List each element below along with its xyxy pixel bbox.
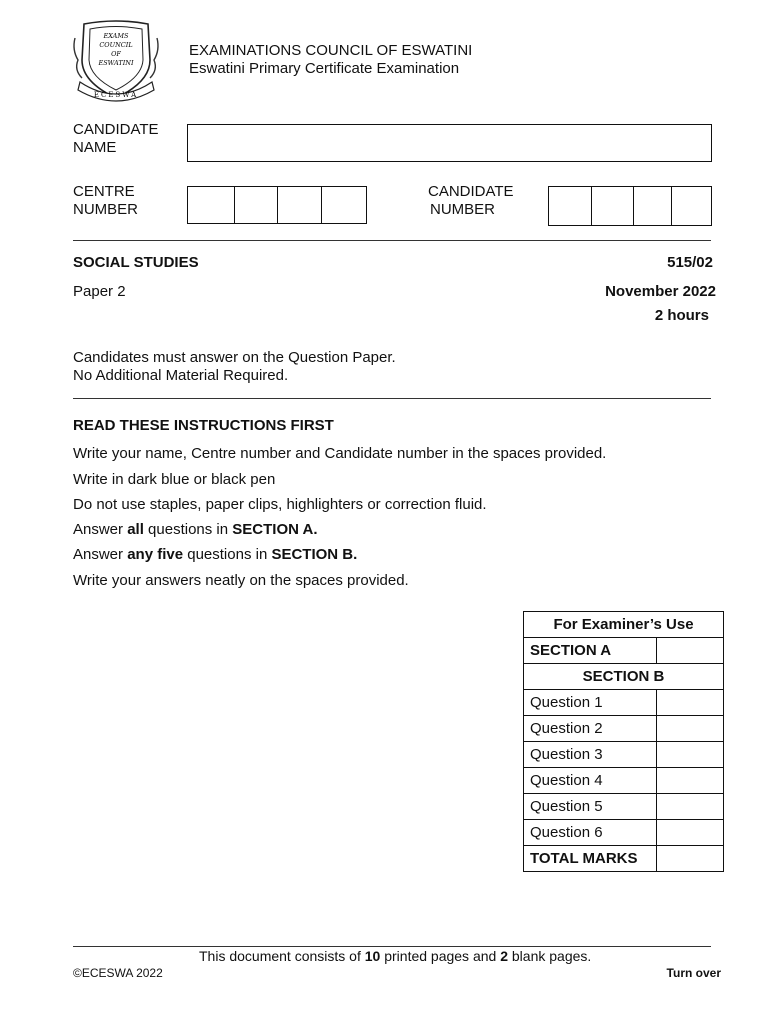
paper-name: Paper 2 [73,283,126,300]
duration: 2 hours [654,307,709,324]
candidate-name-field[interactable] [187,124,712,162]
logo-text-5: ECESWA [93,91,139,99]
total-marks-cell[interactable] [656,846,723,872]
question-1-label: Question 1 [524,690,657,716]
instruction-5-part-c: questions in [183,546,272,563]
section-b-label: SECTION B [524,664,724,690]
question-4-mark-cell[interactable] [656,768,723,794]
printed-page-count: 10 [364,948,381,964]
instruction-2: Write in dark blue or black pen [73,471,276,488]
divider-1 [73,240,711,241]
candidate-number-box-3[interactable] [633,186,673,226]
total-marks-label: TOTAL MARKS [524,846,657,872]
centre-number-label-line1: CENTRE [73,183,135,200]
centre-number-box-2[interactable] [234,186,279,224]
logo-text-2: COUNCIL [99,41,133,49]
question-6-mark-cell[interactable] [656,820,723,846]
question-3-label: Question 3 [524,742,657,768]
session: November 2022 [605,283,716,300]
subject: SOCIAL STUDIES [73,254,199,271]
candidate-number-box-4[interactable] [671,186,712,226]
org-name: EXAMINATIONS COUNCIL OF ESWATINI [189,42,473,59]
table-row [524,612,724,638]
centre-number-label-line2: NUMBER [73,201,139,218]
instruction-5 [73,546,357,564]
candidate-name-label [73,121,159,157]
section-a-mark-cell[interactable] [656,638,723,664]
page-count-text-e: blank pages. [508,948,592,964]
table-row [524,664,724,690]
header-titles [189,42,472,78]
question-6-label: Question 6 [524,820,657,846]
exam-name: Eswatini Primary Certificate Examination [189,60,460,77]
examiner-table-title: For Examiner’s Use [524,612,724,638]
candidate-number-label-line2: NUMBER [430,201,496,218]
table-row [524,846,724,872]
logo-text-3: OF [111,50,121,58]
blank-page-count: 2 [500,948,508,964]
instruction-5-part-a: Answer [73,546,128,563]
logo-text-1: EXAMS [103,32,129,40]
logo-text-4: ESWATINI [98,59,134,67]
instruction-6: Write your answers neatly on the spaces provided. [73,572,409,589]
instruction-4-part-a: Answer [73,521,128,538]
candidate-number-label-line1: CANDIDATE [428,183,514,200]
eceswa-crest-logo [70,20,162,102]
instructions-heading: READ THESE INSTRUCTIONS FIRST [73,417,334,434]
instruction-4-part-b: all [127,521,144,538]
question-5-mark-cell[interactable] [656,794,723,820]
question-2-mark-cell[interactable] [656,716,723,742]
instruction-4 [73,521,318,539]
question-1-mark-cell[interactable] [656,690,723,716]
instruction-4-part-d: SECTION A. [232,521,318,538]
instruction-1: Write your name, Centre number and Candidate number in the spaces provided. [73,445,607,462]
paper-code: 515/02 [667,254,713,271]
table-row [524,742,724,768]
note-no-material: No Additional Material Required. [73,367,289,384]
table-row [524,820,724,846]
page-count-note [199,948,591,965]
copyright: ©ECESWA 2022 [73,966,163,980]
table-row [524,716,724,742]
centre-number-box-1[interactable] [187,186,236,224]
centre-number-box-3[interactable] [277,186,323,224]
question-5-label: Question 5 [524,794,657,820]
instruction-4-part-c: questions in [143,521,233,538]
footer-divider [73,946,711,947]
centre-number-box-4[interactable] [321,186,367,224]
candidate-name-label-line2: NAME [73,139,117,156]
paper-notes [73,349,396,385]
page-count-text-c: printed pages and [380,948,501,964]
page-count-text-a: This document consists of [199,948,365,964]
question-4-label: Question 4 [524,768,657,794]
table-row [524,794,724,820]
question-3-mark-cell[interactable] [656,742,723,768]
question-2-label: Question 2 [524,716,657,742]
centre-number-label [73,183,138,219]
candidate-number-label [428,183,514,219]
instruction-5-part-d: SECTION B. [271,546,358,563]
candidate-name-label-line1: CANDIDATE [73,121,159,138]
divider-2 [73,398,711,399]
instruction-3: Do not use staples, paper clips, highlighters or correction fluid. [73,496,487,513]
examiner-use-table [523,611,724,872]
table-row [524,690,724,716]
section-a-label: SECTION A [524,638,657,664]
turn-over: Turn over [666,966,721,980]
instruction-5-part-b: any five [127,546,184,563]
table-row [524,638,724,664]
candidate-number-box-2[interactable] [591,186,635,226]
candidate-number-box-1[interactable] [548,186,593,226]
note-answer-on-paper: Candidates must answer on the Question Paper. [73,349,396,366]
table-row [524,768,724,794]
